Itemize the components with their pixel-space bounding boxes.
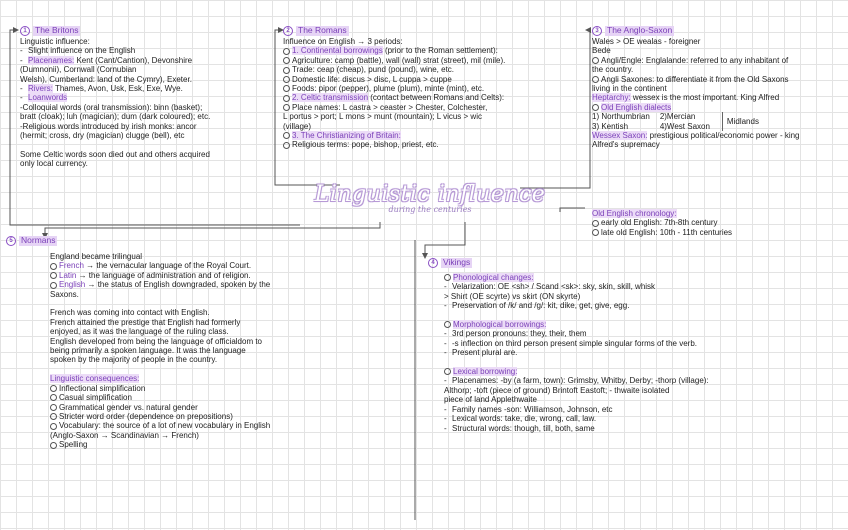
- line-text: Angli/Engle: Englalande: referred to any inhabitant of: [601, 55, 789, 65]
- line-text: Religious terms: pope, bishop, priest, etc.: [292, 140, 439, 150]
- note-line: [592, 84, 842, 93]
- note-line: [20, 93, 280, 102]
- line-text: wessex is the most important. King Alfred: [630, 93, 780, 103]
- line-text: → the status of English downgraded, spoken by the: [85, 280, 271, 290]
- bullet-dash-icon: -: [444, 414, 447, 424]
- bullet-dash-icon: -: [444, 329, 447, 339]
- highlight-label: Old English chronology:: [592, 209, 677, 218]
- highlight-label: Rivers:: [28, 84, 53, 94]
- note-line: [50, 403, 380, 412]
- bullet-dash-icon: -: [444, 282, 447, 292]
- note-line: [444, 376, 808, 385]
- line-text: Slight influence on the English: [28, 46, 136, 56]
- section-number: 2: [283, 26, 293, 36]
- note-line: [444, 395, 808, 404]
- bullet-circle-icon: [283, 67, 290, 74]
- bullet-circle-icon: [50, 404, 57, 411]
- bullet-circle-icon: [50, 423, 57, 430]
- highlight-label: Morphological borrowings:: [453, 320, 547, 330]
- bullet-circle-icon: [50, 385, 57, 392]
- note-line: [444, 320, 808, 329]
- line-text: (hermit; cross, dry (magician) clugge (bell), etc: [20, 131, 185, 141]
- line-text: Angli Saxones: to differentiate it from the Old Saxons: [601, 74, 789, 84]
- note-line: [444, 292, 808, 301]
- note-line: [283, 122, 583, 131]
- main-subtitle: during the centuries: [388, 205, 472, 214]
- note-line: [283, 93, 583, 102]
- section-number: 5: [6, 236, 16, 246]
- line-text: Vocabulary: the source of a lot of new vocabulary in English: [59, 421, 271, 431]
- note-line: [50, 327, 380, 336]
- note-line: [283, 131, 583, 140]
- note-line: [444, 348, 808, 357]
- section-number: 1: [20, 26, 30, 36]
- bullet-circle-icon: [592, 57, 599, 64]
- bullet-circle-icon: [444, 321, 451, 328]
- line-text: Kent (Cant/Cantion), Devonshire: [74, 55, 193, 65]
- line-text: (prior to the Roman settlement):: [382, 46, 498, 56]
- line-text: > Shirt (OE scyrte) vs skirt (ON skyrte): [444, 291, 581, 301]
- section-romans: [283, 26, 583, 150]
- note-line: [50, 365, 380, 374]
- bullet-circle-icon: [592, 76, 599, 83]
- line-text: French attained the prestige that English had formerly: [50, 317, 241, 327]
- line-text: Influence on English → 3 periods:: [283, 37, 403, 46]
- highlight-label: Wessex Saxon:: [592, 131, 648, 141]
- note-line: [50, 421, 380, 430]
- section-vikings: [428, 258, 808, 433]
- note-line: [50, 440, 380, 449]
- line-text: Structural words: though, till, both, same: [452, 423, 595, 433]
- note-line: [444, 311, 808, 320]
- note-line: [50, 393, 380, 402]
- note-line: [50, 280, 380, 289]
- note-line: [444, 424, 808, 433]
- note-line: [20, 103, 280, 112]
- line-text: Thames, Avon, Usk, Esk, Exe, Wye.: [52, 84, 183, 94]
- line-text: piece of land Applethwaite: [444, 395, 537, 405]
- keyword: Latin: [59, 270, 77, 280]
- note-line: [592, 75, 842, 84]
- line-text: → the vernacular language of the Royal Court.: [83, 261, 252, 271]
- line-text: Family names -son: Williamson, Johnson, etc: [452, 404, 613, 414]
- highlight-label: Linguistic consequences:: [50, 374, 140, 384]
- note-line: [283, 84, 583, 93]
- dialects-brace: [722, 112, 759, 131]
- line-text: Velarization: OE <sh> / Scand <sk>: sky, skin, skill, whisk: [452, 282, 656, 292]
- note-line: [592, 131, 842, 140]
- line-text: Welsh), Cumberland: land of the Cymry), Exeter.: [20, 74, 192, 84]
- note-line: [20, 65, 280, 74]
- note-line: [20, 131, 280, 140]
- section-header: [20, 26, 280, 36]
- arrow-chronology: [560, 208, 585, 212]
- line-text: -Religious words introduced by irish monks: ancor: [20, 121, 197, 131]
- bullet-circle-icon: [283, 95, 290, 102]
- note-line: [592, 218, 842, 227]
- note-line: [283, 140, 583, 149]
- highlight-label: Loanwords: [28, 93, 68, 103]
- dialect-item: 4)West Saxon: [659, 121, 710, 131]
- note-line: [50, 308, 380, 317]
- note-line: [50, 346, 380, 355]
- note-line: [444, 358, 808, 367]
- highlight-label: Old English dialects: [601, 102, 672, 112]
- note-line: [283, 112, 583, 121]
- line-text: → the language of administration and of religion.: [76, 270, 251, 280]
- section-britons: [20, 26, 280, 169]
- section-number: 3: [592, 26, 602, 36]
- section-number: 4: [428, 258, 438, 268]
- note-line: [50, 252, 380, 261]
- note-line: [283, 65, 583, 74]
- section-header: [6, 236, 380, 246]
- line-text: Some Celtic words soon died out and others acquired: [20, 149, 210, 159]
- line-text: Lexical words: take, die, wrong, call, law.: [452, 414, 597, 424]
- note-line: [50, 374, 380, 383]
- bullet-circle-icon: [50, 394, 57, 401]
- note-line: [592, 93, 842, 102]
- highlight-label: Phonological changes:: [453, 273, 534, 282]
- section-title: The Britons: [35, 25, 79, 36]
- highlight-label: Placenames:: [28, 55, 75, 65]
- note-line: [592, 56, 842, 65]
- section-title: The Romans: [298, 25, 347, 36]
- bullet-circle-icon: [444, 368, 451, 375]
- keyword: English: [59, 280, 86, 290]
- dialect-item: 3) Kentish: [592, 121, 629, 131]
- section-title: The Anglo-Saxon: [607, 25, 673, 36]
- note-line: [20, 56, 280, 65]
- bullet-circle-icon: [283, 132, 290, 139]
- line-text: French was coming into contact with English.: [50, 308, 210, 318]
- line-text: Grammatical gender vs. natural gender: [59, 402, 198, 412]
- note-line: [592, 103, 842, 112]
- line-text: Bede: [592, 46, 611, 56]
- line-text: (village): [283, 121, 312, 131]
- bullet-circle-icon: [444, 274, 451, 281]
- dialect-group-label: Midlands: [726, 116, 759, 126]
- note-line: [444, 339, 808, 348]
- line-text: Foods: pipor (pepper), plume (plum), minte (mint), etc.: [292, 84, 485, 94]
- line-text: -Colloquial words (oral transmission): binn (basket);: [20, 102, 203, 112]
- line-text: 3rd person pronouns: they, their, them: [452, 329, 587, 339]
- bullet-circle-icon: [283, 57, 290, 64]
- note-line: [50, 299, 380, 308]
- note-line: [444, 405, 808, 414]
- arrow-vikings: [425, 222, 465, 258]
- highlight-label: Lexical borrowing:: [453, 367, 518, 377]
- note-line: [50, 355, 380, 364]
- line-text: Stricter word order (dependence on prepositions): [59, 411, 233, 421]
- bullet-circle-icon: [283, 142, 290, 149]
- line-text: bratt (cloak); luh (magician); dum (dark coloured); etc.: [20, 112, 211, 122]
- line-text: Saxons.: [50, 289, 79, 299]
- note-line: [444, 282, 808, 291]
- section-title: Normans: [21, 235, 56, 246]
- note-line: [283, 103, 583, 112]
- note-line: [592, 65, 842, 74]
- bullet-dash-icon: -: [20, 93, 23, 103]
- line-text: -s inflection on third person present simple singular forms of the verb.: [452, 338, 698, 348]
- bullet-circle-icon: [50, 282, 57, 289]
- bullet-circle-icon: [283, 76, 290, 83]
- bullet-circle-icon: [50, 442, 57, 449]
- bullet-circle-icon: [283, 85, 290, 92]
- line-text: Preservation of /k/ and /g/: kit, dike, get, give, egg.: [452, 301, 630, 311]
- note-line: [50, 261, 380, 270]
- note-line: [20, 37, 280, 46]
- vikings-body: [444, 273, 808, 433]
- line-text: Althorp; -toft (piece of ground) Brintoft Eastoft; - thwaite isolated: [444, 385, 670, 395]
- note-line: [444, 329, 808, 338]
- line-text: Linguistic influence:: [20, 37, 90, 46]
- dialects-list: [592, 112, 842, 131]
- line-text: Present plural are.: [452, 348, 518, 358]
- line-text: Agriculture: camp (battle), wall (wall) strat (street), mil (mile).: [292, 55, 506, 65]
- line-text: prestigious political/economic power - king: [647, 131, 800, 141]
- note-line: [444, 414, 808, 423]
- highlight-label: 3. The Christianizing of Britain:: [292, 131, 401, 141]
- note-line: [592, 228, 842, 237]
- section-title: Vikings: [443, 257, 471, 268]
- line-text: (Dumnonii), Cornwall (Cornubian: [20, 65, 137, 75]
- line-text: Inflectional simplification: [59, 383, 146, 393]
- line-text: only local currency.: [20, 159, 88, 169]
- bullet-circle-icon: [283, 48, 290, 55]
- note-line: [444, 301, 808, 310]
- line-text: enjoyed, as it was the language of the ruling class.: [50, 327, 229, 337]
- note-line: [592, 46, 842, 55]
- center-title: [300, 182, 560, 214]
- line-text: (contact between Romans and Celts):: [368, 93, 505, 103]
- section-header: [428, 258, 808, 268]
- section-anglo-saxon: [592, 26, 842, 150]
- keyword: French: [59, 261, 84, 271]
- bullet-dash-icon: -: [444, 404, 447, 414]
- note-line: [50, 271, 380, 280]
- note-line: [444, 367, 808, 376]
- note-line: [20, 46, 280, 55]
- bullet-dash-icon: -: [444, 301, 447, 311]
- note-line: [20, 150, 280, 159]
- bullet-circle-icon: [592, 104, 599, 111]
- line-text: England became trilingual: [50, 252, 143, 261]
- note-line: [283, 37, 583, 46]
- line-text: Casual simplification: [59, 393, 132, 403]
- note-line: [283, 75, 583, 84]
- section-normans: [9, 235, 380, 450]
- section-header: [283, 26, 583, 36]
- note-line: [444, 386, 808, 395]
- bullet-circle-icon: [50, 263, 57, 270]
- highlight-label: 2. Celtic transmission: [292, 93, 369, 103]
- section-chronology: [592, 209, 842, 237]
- note-line: [283, 56, 583, 65]
- bullet-dash-icon: -: [444, 376, 447, 386]
- note-line: [20, 112, 280, 121]
- line-text: early old English: 7th-8th century: [601, 218, 718, 228]
- note-line: [50, 412, 380, 421]
- note-line: [444, 273, 808, 282]
- dialect-item: 1) Northumbrian: [592, 112, 650, 122]
- bullet-dash-icon: -: [20, 84, 23, 94]
- bullet-dash-icon: -: [20, 46, 23, 56]
- bullet-dash-icon: -: [20, 55, 23, 65]
- note-line: [20, 122, 280, 131]
- bullet-circle-icon: [592, 220, 599, 227]
- line-text: Domestic life: discus > disc, L cuppa > cuppe: [292, 74, 452, 84]
- line-text: the country.: [592, 65, 634, 75]
- note-line: [50, 318, 380, 327]
- section-header: [592, 26, 842, 36]
- note-line: [50, 290, 380, 299]
- dialects-col-left: [592, 112, 650, 131]
- line-text: Trade: ceap (cheap), pund (pound), wine, etc.: [292, 65, 455, 75]
- line-text: Placenames: -by (a farm, town): Grimsby, Whitby, Derby; -thorp (village):: [452, 376, 709, 386]
- bullet-circle-icon: [592, 229, 599, 236]
- line-text: being primarily a spoken language. It was the language: [50, 346, 246, 356]
- highlight-label: 1. Continental borrowings: [292, 46, 383, 56]
- line-text: Wales > OE wealas - foreigner: [592, 37, 701, 46]
- note-line: [283, 46, 583, 55]
- line-text: English developed from being the language of officialdom to: [50, 336, 262, 346]
- note-line: [50, 337, 380, 346]
- line-text: Place names: L castra > ceaster > Chester, Colchester,: [292, 102, 488, 112]
- bullet-dash-icon: -: [444, 348, 447, 358]
- note-line: [50, 431, 380, 440]
- line-text: late old English: 10th - 11th centuries: [601, 227, 733, 237]
- dialect-item: 2)Mercian: [659, 112, 696, 122]
- note-line: [20, 75, 280, 84]
- line-text: living in the continent: [592, 84, 667, 94]
- note-line: [50, 384, 380, 393]
- bullet-dash-icon: -: [444, 423, 447, 433]
- note-line: Alfred's supremacy: [592, 140, 660, 150]
- bullet-circle-icon: [50, 413, 57, 420]
- bullet-circle-icon: [50, 272, 57, 279]
- bullet-circle-icon: [283, 104, 290, 111]
- line-text: L portus > port; L mons > munt (mountain); L vicus > wic: [283, 112, 482, 122]
- dialects-col-right: [660, 112, 710, 131]
- note-line: [20, 84, 280, 93]
- bullet-dash-icon: -: [444, 338, 447, 348]
- main-title: Linguistic influence: [314, 182, 546, 207]
- note-line: [20, 140, 280, 149]
- line-text: (Anglo-Saxon → Scandinavian → French): [50, 430, 199, 440]
- note-line: [592, 37, 842, 46]
- line-text: spoken by the majority of people in the country.: [50, 355, 218, 365]
- highlight-label: Heptarchy:: [592, 93, 631, 103]
- line-text: Spelling: [59, 440, 88, 450]
- note-line: [20, 159, 280, 168]
- section-title: [592, 209, 842, 218]
